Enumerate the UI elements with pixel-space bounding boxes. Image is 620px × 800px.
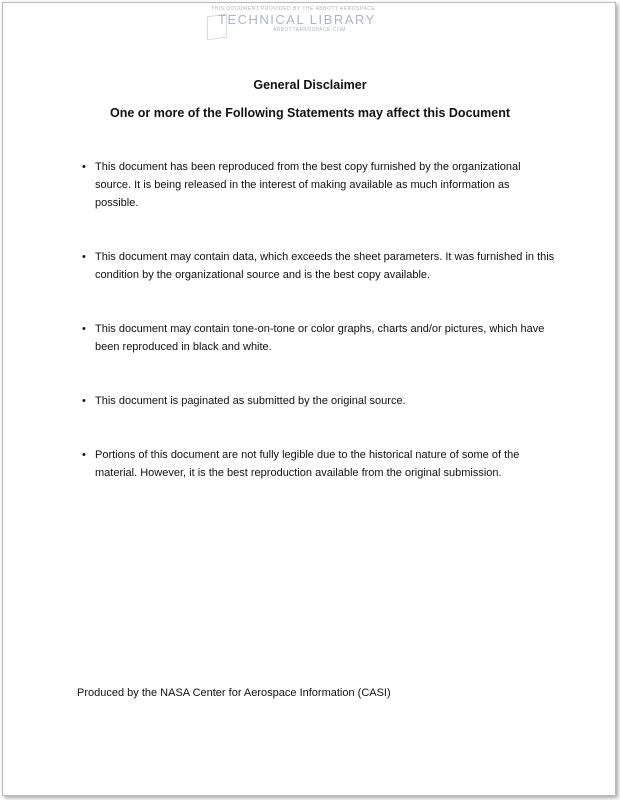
list-item-text: Portions of this document are not fully legible due to the historical nature of some of the material. However, it is the best reproduction available from the original submission. [95,449,520,479]
logo-line-1: THIS DOCUMENT PROVIDED BY THE ABBOTT AEROSPACE [211,6,376,12]
logo-line-3: ABBOTTAEROSPACE.COM [273,27,346,33]
footer-text: Produced by the NASA Center for Aerospace Information (CASI) [77,687,391,699]
logo-line-2: TECHNICAL LIBRARY [218,12,376,27]
bullet-icon: • [82,251,86,263]
list-item [82,392,555,410]
bullet-icon: • [82,161,86,173]
bullet-icon: • [82,449,86,461]
document-page [2,2,616,796]
technical-library-logo [203,5,383,45]
list-item [82,158,555,212]
list-item-text: This document may contain data, which exceeds the sheet parameters. It was furnished in this condition by the organizational source and is the best copy available. [95,251,555,281]
list-item-text: This document has been reproduced from the best copy furnished by the organizational source. It is being released in the interest of making available as much information as possible. [95,161,521,209]
list-item-text: This document is paginated as submitted by the original source. [95,395,406,407]
list-item [82,248,555,284]
list-item [82,320,555,356]
list-item [82,446,555,482]
page-subtitle: One or more of the Following Statements may affect this Document [109,106,511,120]
disclaimer-list [82,158,555,482]
page-title: General Disclaimer [253,78,367,92]
bullet-icon: • [82,395,86,407]
list-item-text: This document may contain tone-on-tone or color graphs, charts and/or pictures, which have been reproduced in black and white. [95,323,545,353]
bullet-icon: • [82,323,86,335]
